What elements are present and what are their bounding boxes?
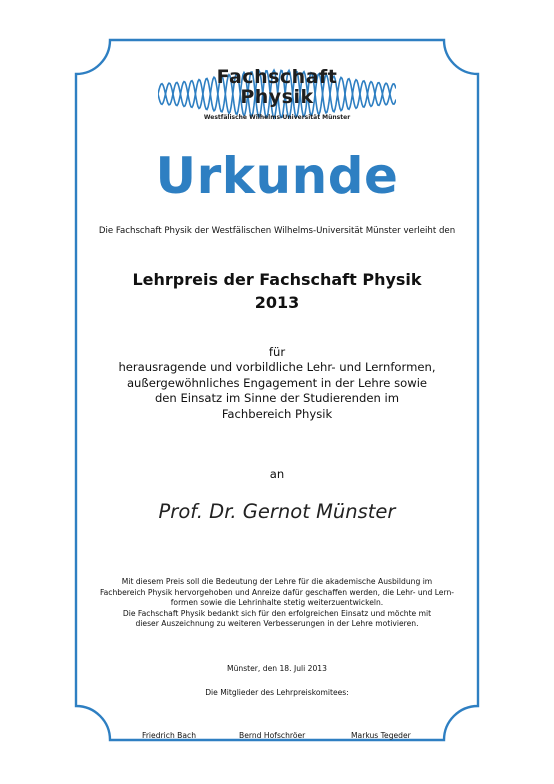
- reason-line: herausragende und vorbildliche Lehr- und Lernformen,: [118, 360, 436, 375]
- logo-text-physik: Physik: [240, 86, 314, 108]
- logo-text-fachschaft: Fachschaft: [216, 66, 338, 88]
- award-description: [0, 577, 554, 630]
- reason-line: für: [268, 345, 286, 359]
- certificate-title: Urkunde: [155, 147, 399, 205]
- description-line: Die Fachschaft Physik bedankt sich für den erfolgreichen Einsatz und möchte mit: [122, 608, 432, 618]
- place-date: Münster, den 18. Juli 2013: [227, 664, 327, 673]
- signatory-name: Bernd Hofschröer: [239, 731, 306, 740]
- recipient-name: Prof. Dr. Gernot Münster: [158, 500, 396, 523]
- an-text: an: [269, 467, 285, 481]
- award-name: Lehrpreis der Fachschaft Physik: [132, 270, 422, 289]
- logo-university-name: Westfälische Wilhelms-Universität Münster: [203, 114, 351, 121]
- intro-text: Die Fachschaft Physik der Westfälischen Wilhelms-Universität Münster verleiht den: [98, 226, 456, 236]
- description-line: formen sowie die Lehrinhalte stetig weiterzuentwickeln.: [170, 598, 384, 608]
- reason-line: den Einsatz im Sinne der Studierenden im: [154, 391, 400, 406]
- award-year: 2013: [254, 293, 300, 312]
- award-block: [0, 268, 554, 314]
- award-reason: [0, 345, 554, 422]
- signatory-name: Markus Tegeder: [351, 731, 411, 740]
- reason-line: außergewöhnliches Engagement in der Lehre sowie: [126, 375, 428, 390]
- reason-line: Fachbereich Physik: [221, 406, 333, 421]
- fachschaft-logo: [158, 58, 396, 136]
- description-line: Fachbereich Physik hervorgehoben und Anreize dafür geschaffen werden, die Lehr- und Lern-: [99, 587, 455, 597]
- description-line: Mit diesem Preis soll die Bedeutung der Lehre für die akademische Ausbildung im: [121, 577, 433, 586]
- signatory-name: Friedrich Bach: [142, 731, 197, 740]
- committee-heading: Die Mitglieder des Lehrpreiskomitees:: [205, 688, 349, 697]
- description-line: dieser Auszeichnung zu weiteren Verbesserungen in der Lehre motivieren.: [135, 619, 419, 629]
